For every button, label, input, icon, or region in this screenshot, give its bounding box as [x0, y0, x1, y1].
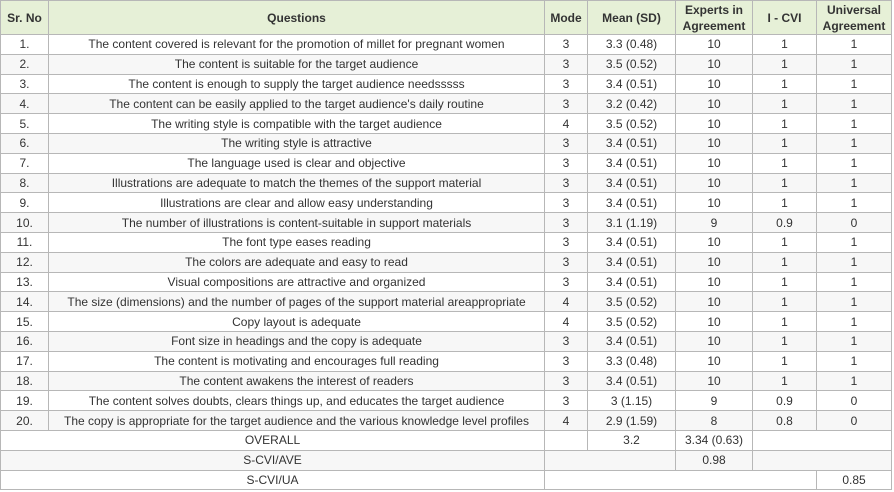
row-question: The size (dimensions) and the number of pages of the support material areappropriate [49, 292, 545, 312]
row-mode: 3 [545, 74, 588, 94]
row-i-cvi: 0.9 [753, 391, 817, 411]
row-mode: 3 [545, 133, 588, 153]
row-universal-agreement: 1 [817, 351, 892, 371]
table-row [1, 411, 892, 431]
table-row [1, 173, 892, 193]
row-i-cvi: 1 [753, 232, 817, 252]
overall-mean: 3.2 [588, 430, 676, 450]
row-mean-sd: 2.9 (1.59) [588, 411, 676, 431]
row-universal-agreement: 1 [817, 193, 892, 213]
overall-label: OVERALL [1, 430, 545, 450]
table-row [1, 193, 892, 213]
row-question: The copy is appropriate for the target audience and the various knowledge level profiles [49, 411, 545, 431]
row-i-cvi: 1 [753, 351, 817, 371]
row-i-cvi: 1 [753, 312, 817, 332]
row-question: Visual compositions are attractive and organized [49, 272, 545, 292]
table-row [1, 153, 892, 173]
table-row [1, 94, 892, 114]
row-sr-no: 13. [1, 272, 49, 292]
row-sr-no: 19. [1, 391, 49, 411]
row-mode: 3 [545, 331, 588, 351]
row-question: The language used is clear and objective [49, 153, 545, 173]
table-row [1, 54, 892, 74]
row-mean-sd: 3.5 (0.52) [588, 312, 676, 332]
scvi-ua-row [1, 470, 892, 490]
header-questions: Questions [49, 1, 545, 35]
row-mean-sd: 3.4 (0.51) [588, 331, 676, 351]
header-sr-no: Sr. No [1, 1, 49, 35]
row-question: The content is enough to supply the target audience needsssss [49, 74, 545, 94]
table-row [1, 74, 892, 94]
row-mean-sd: 3.5 (0.52) [588, 114, 676, 134]
row-universal-agreement: 1 [817, 133, 892, 153]
row-mean-sd: 3 (1.15) [588, 391, 676, 411]
row-mode: 3 [545, 153, 588, 173]
header-experts-in-agreement: Experts in Agreement [676, 1, 753, 35]
row-mode: 3 [545, 232, 588, 252]
row-mode: 3 [545, 173, 588, 193]
row-mean-sd: 3.3 (0.48) [588, 35, 676, 55]
row-question: Illustrations are clear and allow easy understanding [49, 193, 545, 213]
row-mode: 3 [545, 35, 588, 55]
row-universal-agreement: 0 [817, 411, 892, 431]
row-mode: 3 [545, 94, 588, 114]
row-experts: 10 [676, 232, 753, 252]
row-mode: 3 [545, 252, 588, 272]
row-universal-agreement: 1 [817, 272, 892, 292]
row-sr-no: 8. [1, 173, 49, 193]
row-mode: 3 [545, 213, 588, 233]
row-i-cvi: 1 [753, 35, 817, 55]
scvi-ave-empty-right [753, 450, 892, 470]
row-question: The content solves doubts, clears things up, and educates the target audience [49, 391, 545, 411]
row-experts: 8 [676, 411, 753, 431]
row-universal-agreement: 1 [817, 173, 892, 193]
row-question: The writing style is attractive [49, 133, 545, 153]
scvi-ave-label: S-CVI/AVE [1, 450, 545, 470]
row-experts: 10 [676, 54, 753, 74]
row-i-cvi: 1 [753, 331, 817, 351]
row-universal-agreement: 1 [817, 371, 892, 391]
row-mode: 3 [545, 54, 588, 74]
row-question: Copy layout is adequate [49, 312, 545, 332]
table-row [1, 272, 892, 292]
scvi-ave-empty [545, 450, 676, 470]
row-mode: 4 [545, 411, 588, 431]
row-experts: 10 [676, 351, 753, 371]
scvi-ua-label: S-CVI/UA [1, 470, 545, 490]
row-i-cvi: 0.8 [753, 411, 817, 431]
row-experts: 10 [676, 133, 753, 153]
row-universal-agreement: 0 [817, 391, 892, 411]
row-mode: 3 [545, 371, 588, 391]
table-body [1, 35, 892, 431]
row-sr-no: 10. [1, 213, 49, 233]
row-mean-sd: 3.1 (1.19) [588, 213, 676, 233]
header-mode: Mode [545, 1, 588, 35]
row-sr-no: 17. [1, 351, 49, 371]
row-experts: 10 [676, 312, 753, 332]
table-row [1, 35, 892, 55]
row-mean-sd: 3.2 (0.42) [588, 94, 676, 114]
table-row [1, 114, 892, 134]
row-i-cvi: 1 [753, 173, 817, 193]
row-question: The font type eases reading [49, 232, 545, 252]
row-mean-sd: 3.4 (0.51) [588, 371, 676, 391]
row-universal-agreement: 1 [817, 312, 892, 332]
row-question: Font size in headings and the copy is adequate [49, 331, 545, 351]
table-row [1, 371, 892, 391]
row-question: The content can be easily applied to the target audience's daily routine [49, 94, 545, 114]
table-row [1, 252, 892, 272]
row-i-cvi: 1 [753, 292, 817, 312]
row-question: The colors are adequate and easy to read [49, 252, 545, 272]
row-mode: 4 [545, 292, 588, 312]
row-universal-agreement: 1 [817, 252, 892, 272]
row-question: Illustrations are adequate to match the themes of the support material [49, 173, 545, 193]
table-row [1, 292, 892, 312]
row-sr-no: 1. [1, 35, 49, 55]
header-row [1, 1, 892, 35]
header-i-cvi: I - CVI [753, 1, 817, 35]
row-i-cvi: 1 [753, 272, 817, 292]
table-row [1, 232, 892, 252]
row-sr-no: 20. [1, 411, 49, 431]
overall-experts: 3.34 (0.63) [676, 430, 753, 450]
row-i-cvi: 1 [753, 193, 817, 213]
row-sr-no: 12. [1, 252, 49, 272]
table-row [1, 351, 892, 371]
row-question: The content awakens the interest of readers [49, 371, 545, 391]
row-universal-agreement: 1 [817, 94, 892, 114]
row-sr-no: 2. [1, 54, 49, 74]
row-experts: 10 [676, 173, 753, 193]
row-i-cvi: 1 [753, 153, 817, 173]
row-mean-sd: 3.5 (0.52) [588, 54, 676, 74]
row-mean-sd: 3.4 (0.51) [588, 272, 676, 292]
row-sr-no: 14. [1, 292, 49, 312]
row-universal-agreement: 1 [817, 114, 892, 134]
row-universal-agreement: 1 [817, 153, 892, 173]
row-question: The content is suitable for the target audience [49, 54, 545, 74]
row-universal-agreement: 1 [817, 232, 892, 252]
overall-row [1, 430, 892, 450]
row-i-cvi: 1 [753, 114, 817, 134]
scvi-ua-value: 0.85 [817, 470, 892, 490]
row-mode: 3 [545, 351, 588, 371]
table-row [1, 331, 892, 351]
row-experts: 10 [676, 371, 753, 391]
row-sr-no: 6. [1, 133, 49, 153]
row-mode: 3 [545, 391, 588, 411]
row-experts: 10 [676, 94, 753, 114]
row-experts: 10 [676, 114, 753, 134]
row-mean-sd: 3.4 (0.51) [588, 252, 676, 272]
row-experts: 10 [676, 331, 753, 351]
row-sr-no: 7. [1, 153, 49, 173]
row-mode: 4 [545, 114, 588, 134]
scvi-ave-value: 0.98 [676, 450, 753, 470]
row-mean-sd: 3.4 (0.51) [588, 232, 676, 252]
row-mean-sd: 3.5 (0.52) [588, 292, 676, 312]
row-i-cvi: 1 [753, 252, 817, 272]
row-universal-agreement: 1 [817, 54, 892, 74]
row-experts: 10 [676, 292, 753, 312]
row-question: The writing style is compatible with the target audience [49, 114, 545, 134]
row-i-cvi: 1 [753, 133, 817, 153]
row-i-cvi: 1 [753, 54, 817, 74]
row-mean-sd: 3.3 (0.48) [588, 351, 676, 371]
row-mean-sd: 3.4 (0.51) [588, 193, 676, 213]
row-sr-no: 5. [1, 114, 49, 134]
row-mean-sd: 3.4 (0.51) [588, 74, 676, 94]
row-i-cvi: 1 [753, 371, 817, 391]
row-experts: 9 [676, 213, 753, 233]
row-i-cvi: 1 [753, 74, 817, 94]
row-sr-no: 9. [1, 193, 49, 213]
row-i-cvi: 0.9 [753, 213, 817, 233]
row-experts: 10 [676, 35, 753, 55]
row-experts: 10 [676, 153, 753, 173]
row-experts: 10 [676, 74, 753, 94]
row-universal-agreement: 1 [817, 74, 892, 94]
row-mean-sd: 3.4 (0.51) [588, 173, 676, 193]
header-mean-sd: Mean (SD) [588, 1, 676, 35]
row-experts: 10 [676, 252, 753, 272]
row-mode: 3 [545, 193, 588, 213]
header-universal-agreement: Universal Agreement [817, 1, 892, 35]
row-question: The number of illustrations is content-suitable in support materials [49, 213, 545, 233]
row-experts: 9 [676, 391, 753, 411]
row-sr-no: 15. [1, 312, 49, 332]
row-mode: 4 [545, 312, 588, 332]
table-row [1, 133, 892, 153]
row-question: The content covered is relevant for the promotion of millet for pregnant women [49, 35, 545, 55]
table-row [1, 391, 892, 411]
row-question: The content is motivating and encourages full reading [49, 351, 545, 371]
row-universal-agreement: 0 [817, 213, 892, 233]
row-sr-no: 3. [1, 74, 49, 94]
row-mode: 3 [545, 272, 588, 292]
table-row [1, 213, 892, 233]
scvi-ua-empty [545, 470, 817, 490]
scvi-ave-row [1, 450, 892, 470]
overall-empty [753, 430, 892, 450]
table-row [1, 312, 892, 332]
row-mean-sd: 3.4 (0.51) [588, 153, 676, 173]
row-mean-sd: 3.4 (0.51) [588, 133, 676, 153]
row-sr-no: 4. [1, 94, 49, 114]
row-sr-no: 18. [1, 371, 49, 391]
row-sr-no: 11. [1, 232, 49, 252]
row-universal-agreement: 1 [817, 292, 892, 312]
row-universal-agreement: 1 [817, 35, 892, 55]
overall-mode [545, 430, 588, 450]
row-sr-no: 16. [1, 331, 49, 351]
row-universal-agreement: 1 [817, 331, 892, 351]
row-experts: 10 [676, 193, 753, 213]
row-experts: 10 [676, 272, 753, 292]
row-i-cvi: 1 [753, 94, 817, 114]
